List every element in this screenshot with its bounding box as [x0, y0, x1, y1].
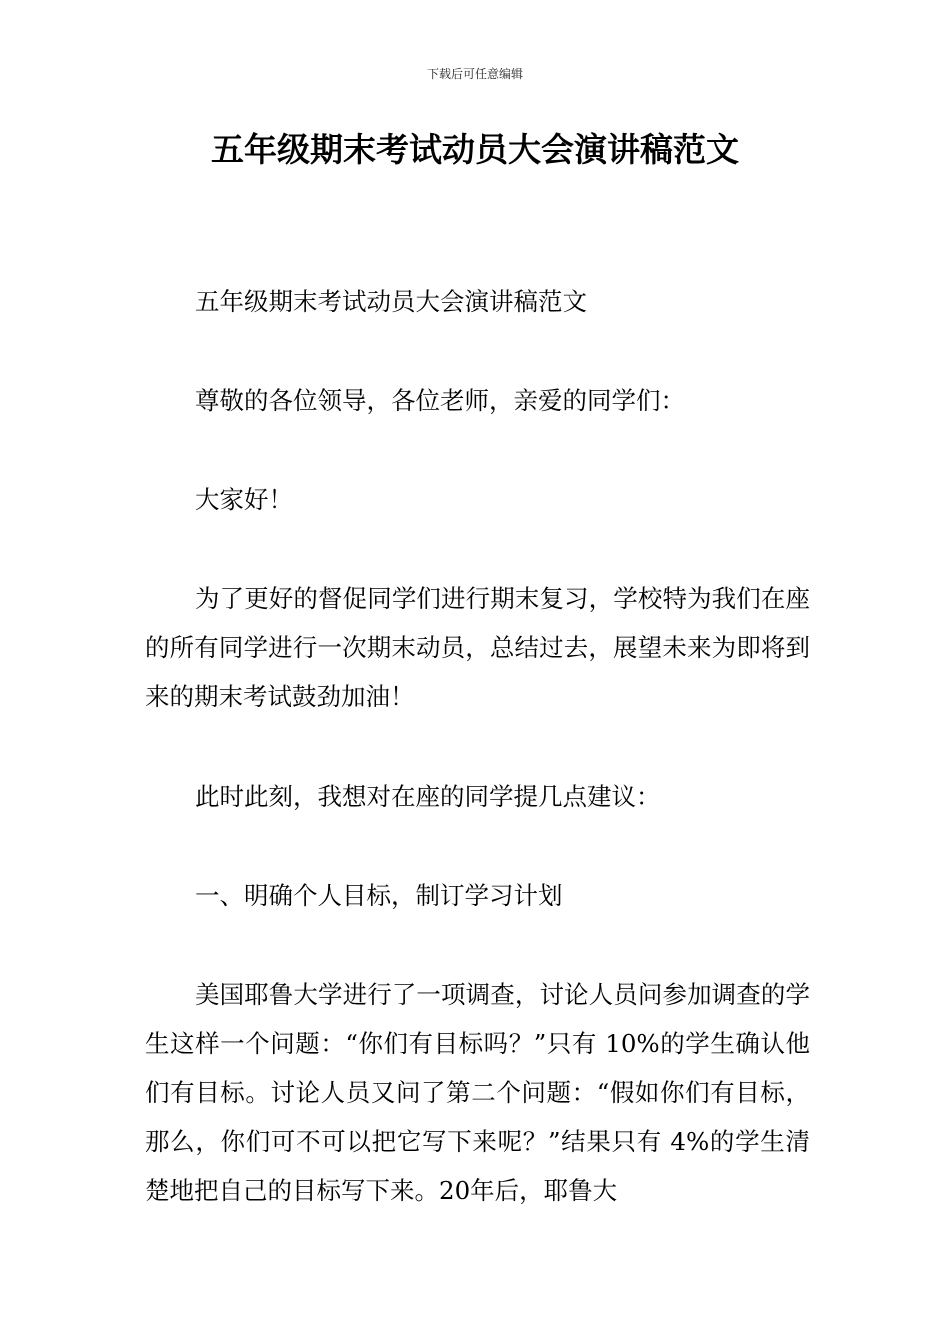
paragraph-suggestions-lead: 此时此刻，我想对在座的同学提几点建议： — [195, 782, 661, 811]
document-title: 五年级期末考试动员大会演讲稿范文 — [211, 130, 739, 169]
paragraph-yale-study: 美国耶鲁大学进行了一项调查，讨论人员问参加调查的学生这样一个问题：“你们有目标吗？”只有 10%的学生确认他们有目标。讨论人员又问了第二个问题：“假如你们有目标，那么，你们可不可以把它写下来呢？”结果只有 4%的学生清楚地把自己的目标写下来。20年后，耶鲁大 — [145, 980, 810, 1205]
paragraph-salutation: 尊敬的各位领导，各位老师，亲爱的同学们： — [195, 386, 685, 415]
paragraph-subtitle: 五年级期末考试动员大会演讲稿范文 — [195, 287, 587, 316]
paragraph-greeting: 大家好！ — [195, 485, 293, 514]
section-heading-goals: 一、明确个人目标，制订学习计划 — [195, 881, 563, 910]
paragraph-intro: 为了更好的督促同学们进行期末复习，学校特为我们在座的所有同学进行一次期末动员，总结过去，展望未来为即将到来的期末考试鼓劲加油！ — [145, 584, 810, 711]
header-note: 下载后可任意编辑 — [426, 67, 523, 81]
